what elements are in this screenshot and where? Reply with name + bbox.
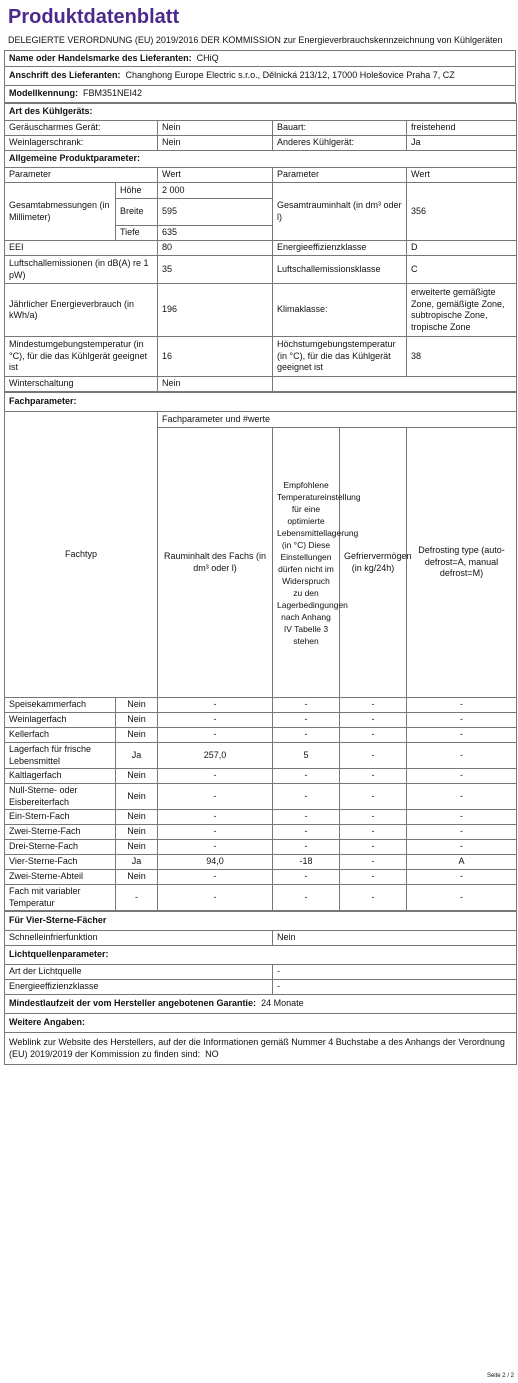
noise-label: Luftschallemissionen (in dB(A) re 1 pW) [5,256,158,284]
light-heading: Lichtquellenparameter: [5,946,517,965]
compartment-present: Nein [116,698,158,713]
param-header-2: Parameter [273,168,407,183]
light-class-value: - [273,980,517,995]
light-type-label: Art der Lichtquelle [5,965,273,980]
compartment-freeze: - [340,769,407,784]
compartment-row [5,870,517,885]
type-heading: Art des Kühlgeräts: [5,104,517,121]
compartment-present: Nein [116,728,158,743]
compartment-freeze: - [340,728,407,743]
compartment-name: Vier-Sterne-Fach [5,855,116,870]
compartment-freeze: - [340,855,407,870]
consumption-value: 196 [158,284,273,337]
compartment-freeze-header: Gefriervermögen (in kg/24h) [340,428,407,698]
compartment-row [5,855,517,870]
compartment-row [5,810,517,825]
compartment-name: Speisekammerfach [5,698,116,713]
compartment-present: Nein [116,784,158,810]
compartment-present: - [116,885,158,911]
compartment-temp: 5 [273,743,340,769]
compartment-name: Kaltlagerfach [5,769,116,784]
supplier-address-label: Anschrift des Lieferanten: [9,70,121,81]
compartment-freeze: - [340,698,407,713]
winter-label: Winterschaltung [5,377,158,392]
compartment-defrost: - [407,825,517,840]
compartment-freeze: - [340,825,407,840]
compartment-defrost: - [407,743,517,769]
further-heading: Weitere Angaben: [5,1014,517,1033]
compartment-row [5,728,517,743]
compartment-defrost: A [407,855,517,870]
compartment-defrost: - [407,728,517,743]
energy-class-label: Energieeffizienzklasse [273,241,407,256]
compartment-temp: - [273,698,340,713]
compartment-present: Nein [116,769,158,784]
compartment-temp: - [273,713,340,728]
fast-freeze-label: Schnelleinfrierfunktion [5,931,273,946]
width-value: 595 [158,199,273,226]
compartment-freeze: - [340,810,407,825]
compartment-defrost: - [407,769,517,784]
compartment-temp: -18 [273,855,340,870]
width-label: Breite [116,199,158,226]
param-header: Parameter [5,168,158,183]
compartment-volume: - [158,885,273,911]
volume-label: Gesamtrauminhalt (in dm³ oder l) [273,183,407,241]
compartment-freeze: - [340,870,407,885]
min-temp-value: 16 [158,337,273,377]
compartment-name: Drei-Sterne-Fach [5,840,116,855]
compartment-name: Zwei-Sterne-Abteil [5,870,116,885]
compartment-defrost: - [407,713,517,728]
compartment-temp: - [273,769,340,784]
model-value: FBM351NEI42 [83,88,143,99]
compartment-defrost-header: Defrosting type (auto-defrost=A, manual defrost=M) [407,428,517,698]
compartment-group-header: Fachparameter und #werte [158,412,517,428]
compartment-temp: - [273,825,340,840]
noise-class-value: C [407,256,517,284]
climate-class-value: erweiterte gemäßigte Zone, gemäßigte Zone, subtropische Zone, tropische Zone [407,284,517,337]
compartment-temp: - [273,784,340,810]
compartment-name: Zwei-Sterne-Fach [5,825,116,840]
noise-value: 35 [158,256,273,284]
other-appliance-label: Anderes Kühlgerät: [273,136,407,151]
warranty-label: Mindestlaufzeit der vom Hersteller angebotenen Garantie: [9,998,257,1009]
compartment-volume: - [158,825,273,840]
compartment-volume: 257,0 [158,743,273,769]
light-class-label: Energieeffizienzklasse [5,980,273,995]
design-value: freistehend [407,121,517,136]
compartment-volume: - [158,769,273,784]
eei-value: 80 [158,241,273,256]
winter-value: Nein [158,377,273,392]
depth-value: 635 [158,226,273,241]
dimensions-label: Gesamtabmessungen (in Millimeter) [5,183,116,241]
compartment-present: Nein [116,810,158,825]
further-text: Weblink zur Website des Herstellers, auf der die Informationen gemäß Nummer 4 Buchstabe a des Anhangs der Verordnung (EU) 2019/2019 der Kommission zu finden sind: [9,1037,505,1059]
light-type-value: - [273,965,517,980]
compartment-type-header: Fachtyp [5,412,158,698]
regulation-intro: DELEGIERTE VERORDNUNG (EU) 2019/2016 DER KOMMISSION zur Energieverbrauchskennzeichnung von Kühlgeräten [8,35,503,45]
depth-label: Tiefe [116,226,158,241]
compartment-temp: - [273,728,340,743]
compartment-volume: 94,0 [158,855,273,870]
wine-cabinet-label: Weinlagerschrank: [5,136,158,151]
height-label: Höhe [116,183,158,199]
compartment-present: Nein [116,870,158,885]
other-appliance-value: Ja [407,136,517,151]
low-noise-value: Nein [158,121,273,136]
min-temp-label: Mindestumgebungstemperatur (in °C), für die das Kühlgerät geeignet ist [5,337,158,377]
general-heading: Allgemeine Produktparameter: [5,151,517,168]
compartment-name: Lagerfach für frische Lebensmittel [5,743,116,769]
compartment-volume: - [158,840,273,855]
value-header-2: Wert [407,168,517,183]
compartment-temp-header: Empfohlene Temperatureinstellung für eine optimierte Lebensmittellagerung (in °C) Diese Einstellungen dürfen nicht im Widerspruch zu den Lagerbedingungen nach Anhang IV Tabelle 3 stehen [273,428,340,698]
compartment-volume: - [158,728,273,743]
model-label: Modellkennung: [9,88,78,99]
compartment-present: Nein [116,713,158,728]
compartment-defrost: - [407,698,517,713]
compartment-temp: - [273,840,340,855]
page-footer: Seite 2 / 2 [486,1373,514,1379]
supplier-address-value: Changhong Europe Electric s.r.o., Dělnická 213/12, 17000 Holešovice Praha 7, CZ [125,70,455,81]
compartment-present: Nein [116,825,158,840]
compartment-volume: - [158,713,273,728]
compartment-row [5,885,517,911]
compartment-defrost: - [407,885,517,911]
compartment-row [5,784,517,810]
compartment-heading: Fachparameter: [5,393,517,412]
compartment-row [5,743,517,769]
compartment-table [4,392,517,911]
warranty-value: 24 Monate [261,998,304,1009]
design-label: Bauart: [273,121,407,136]
eei-label: EEI [5,241,158,256]
compartment-volume: - [158,698,273,713]
compartment-freeze: - [340,743,407,769]
value-header: Wert [158,168,273,183]
compartment-defrost: - [407,810,517,825]
climate-class-label: Klimaklasse: [273,284,407,337]
compartment-name: Weinlagerfach [5,713,116,728]
compartment-present: Nein [116,840,158,855]
max-temp-value: 38 [407,337,517,377]
compartment-volume: - [158,784,273,810]
consumption-label: Jährlicher Energieverbrauch (in kWh/a) [5,284,158,337]
compartment-name: Null-Sterne- oder Eisbereiterfach [5,784,116,810]
fast-freeze-value: Nein [273,931,517,946]
compartment-volume: - [158,870,273,885]
compartment-temp: - [273,810,340,825]
datasheet [4,4,516,1065]
compartment-freeze: - [340,784,407,810]
compartment-row [5,698,517,713]
compartment-volume-header: Rauminhalt des Fachs (in dm³ oder l) [158,428,273,698]
compartment-row [5,840,517,855]
compartment-volume: - [158,810,273,825]
height-value: 2 000 [158,183,273,199]
supplier-table [4,50,516,103]
compartment-name: Fach mit variabler Temperatur [5,885,116,911]
page-title: Produktdatenblatt [8,6,180,28]
compartment-defrost: - [407,870,517,885]
supplier-name-value: CHiQ [196,52,219,63]
compartment-temp: - [273,870,340,885]
compartment-freeze: - [340,840,407,855]
extra-table [4,911,517,1065]
compartment-row [5,769,517,784]
compartment-name: Kellerfach [5,728,116,743]
compartment-defrost: - [407,840,517,855]
volume-value: 356 [407,183,517,241]
max-temp-label: Höchstumgebungstemperatur (in °C), für die das Kühlgerät geeignet ist [273,337,407,377]
compartment-present: Ja [116,855,158,870]
noise-class-label: Luftschallemissionsklasse [273,256,407,284]
compartment-name: Ein-Stern-Fach [5,810,116,825]
supplier-name-label: Name oder Handelsmarke des Lieferanten: [9,52,192,63]
wine-cabinet-value: Nein [158,136,273,151]
compartment-row [5,713,517,728]
low-noise-label: Geräuscharmes Gerät: [5,121,158,136]
compartment-freeze: - [340,885,407,911]
four-star-heading: Für Vier-Sterne-Fächer [5,912,517,931]
compartment-present: Ja [116,743,158,769]
energy-class-value: D [407,241,517,256]
compartment-freeze: - [340,713,407,728]
compartment-defrost: - [407,784,517,810]
compartment-row [5,825,517,840]
further-value: NO [205,1048,219,1059]
general-table [4,103,517,392]
compartment-temp: - [273,885,340,911]
